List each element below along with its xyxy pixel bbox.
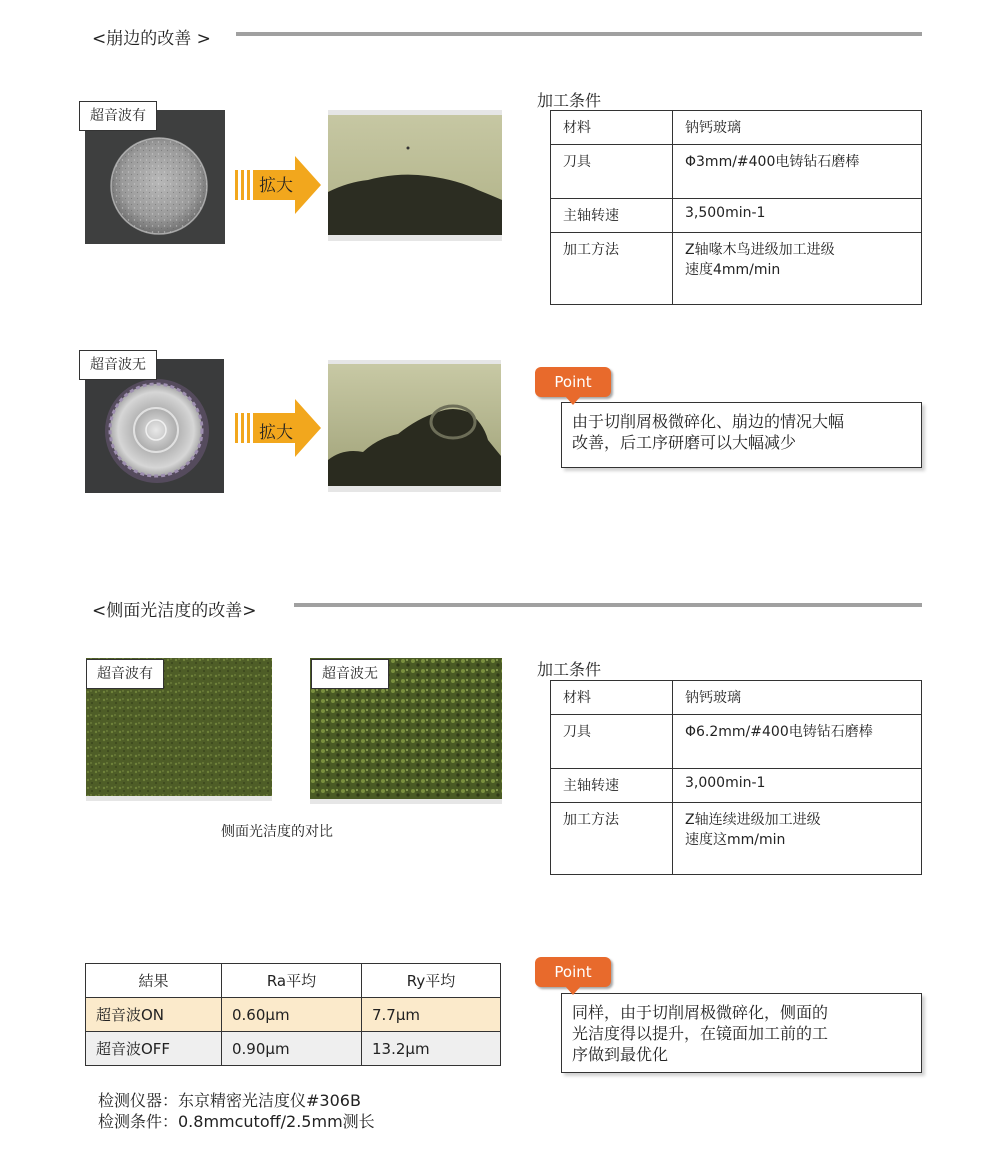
conditions-table: [550, 680, 922, 875]
section-title-surface-finish: <侧面光洁度的改善>: [92, 601, 257, 621]
tag-ultrasonic-off: 超音波无: [311, 659, 389, 689]
table-row: [551, 145, 922, 199]
table-row: [86, 998, 501, 1032]
table-row: [551, 681, 922, 715]
condition-value: 3,000min-1: [673, 769, 922, 803]
column-header: 結果: [86, 964, 222, 998]
measurement-notes: [98, 1090, 375, 1132]
condition-value-line: Z轴连续进级加工进级: [685, 812, 821, 828]
point-badge: Point: [535, 367, 611, 397]
zoom-label: 拡大: [259, 176, 293, 196]
result-ry: 13.2μm: [362, 1032, 501, 1066]
table-row: [551, 111, 922, 145]
result-name: 超音波ON: [86, 998, 222, 1032]
result-ra: 0.90μm: [222, 1032, 362, 1066]
condition-label: 刀具: [551, 715, 673, 769]
condition-label: 主轴转速: [551, 769, 673, 803]
microscope-photo-ultrasonic-on: [328, 110, 502, 241]
point-text-line: 同样，由于切削屑极微碎化，侧面的: [572, 1003, 829, 1022]
photo-caption: 侧面光洁度的对比: [221, 824, 333, 840]
condition-value: 3,500min-1: [673, 199, 922, 233]
table-row: [551, 199, 922, 233]
table-row: [551, 803, 922, 875]
column-header: Ry平均: [362, 964, 501, 998]
result-ra: 0.60μm: [222, 998, 362, 1032]
condition-value: Φ3mm/#400电铸钻石磨棒: [673, 145, 922, 199]
zoom-label: 拡大: [259, 423, 293, 443]
point-text-line: 改善，后工序研磨可以大幅减少: [572, 433, 797, 452]
tag-ultrasonic-on: 超音波有: [86, 659, 164, 689]
condition-value-line: Z轴喙木鸟进级加工进级: [685, 242, 835, 258]
measurement-note: 检测条件：0.8mmcutoff/2.5mm测长: [98, 1112, 375, 1131]
measurement-note: 检测仪器：东京精密光洁度仪#306B: [98, 1091, 361, 1110]
point-callout: [561, 402, 922, 468]
conditions-title: 加工条件: [537, 660, 602, 679]
condition-label: 刀具: [551, 145, 673, 199]
table-header-row: [86, 964, 501, 998]
condition-value-line: 速度4mm/min: [685, 262, 781, 278]
condition-value: Φ6.2mm/#400电铸钻石磨棒: [673, 715, 922, 769]
microscope-photo-ultrasonic-off: [328, 360, 501, 492]
tag-ultrasonic-off: 超音波无: [79, 350, 157, 380]
result-name: 超音波OFF: [86, 1032, 222, 1066]
table-row: [551, 769, 922, 803]
condition-label: 主轴转速: [551, 199, 673, 233]
point-text-line: 由于切削屑极微碎化、崩边的情况大幅: [572, 412, 845, 431]
point-badge: Point: [535, 957, 611, 987]
table-row: [86, 1032, 501, 1066]
condition-label: 加工方法: [551, 803, 673, 875]
section-divider: [236, 32, 922, 36]
point-text-line: 光洁度得以提升，在镜面加工前的工: [572, 1024, 829, 1043]
condition-label: 材料: [551, 681, 673, 715]
table-row: [551, 715, 922, 769]
conditions-table: [550, 110, 922, 305]
condition-value-line: 速度这mm/min: [685, 832, 786, 848]
condition-label: 材料: [551, 111, 673, 145]
condition-value: 钠钙玻璃: [673, 681, 922, 715]
column-header: Ra平均: [222, 964, 362, 998]
condition-value: 钠钙玻璃: [673, 111, 922, 145]
section-divider: [294, 603, 922, 607]
results-table: [85, 963, 501, 1066]
condition-value: [673, 233, 922, 305]
tag-ultrasonic-on: 超音波有: [79, 101, 157, 131]
condition-value: [673, 803, 922, 875]
conditions-title: 加工条件: [537, 91, 602, 110]
condition-label: 加工方法: [551, 233, 673, 305]
point-callout: [561, 993, 922, 1073]
point-text-line: 序做到最优化: [572, 1045, 669, 1064]
table-row: [551, 233, 922, 305]
result-ry: 7.7μm: [362, 998, 501, 1032]
section-title-chipping: <崩边的改善 >: [92, 29, 211, 49]
